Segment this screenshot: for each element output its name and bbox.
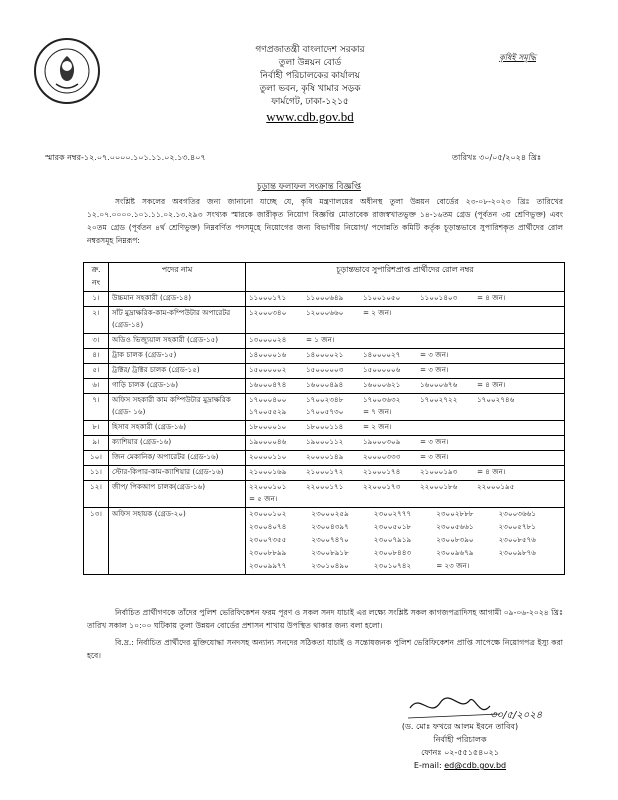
intro-paragraph: সংশ্লিষ্ট সকলের অবগতির জন্য জানানো যাচ্ছে যে, কৃষি মন্ত্রণালয়ের অধীনস্থ তুলা উন্নয়ন বোর্ডের ২৩-০৮-২০২৩ খ্রিঃ তারিখের ১২.০৭.০০০০.১০১.১১.০২.১৩.২৯৩ সংখ্যক স্মারকে জারীকৃত নিয়োগ বিজ্ঞপ্তি মোতাবেক রাজস্বখাতভুক্ত ১৪-১৬তম গ্রেড (পূর্বতন ৩য় শ্রেণিভুক্ত) এবং ২০তম গ্রেড (পূর্বতন ৪র্থ শ্রেণিভুক্ত) নিম্নবর্ণিত পদসমূহে নিয়োগের জন্য বিভাগীয় নিয়োগ/ পদোন্নতি কমিটি কর্তৃক চূড়ান্তভাবে সুপারিশকৃত প্রার্থীদের রোল নম্বরসমূহ নিম্নরূপ: <box>87 197 563 245</box>
roll-number: ২২০০০১৮৬ <box>420 482 458 491</box>
roll-number: ২৩০০৮৩৯০ <box>436 535 474 544</box>
row-total: = ৭ জন। <box>363 407 392 416</box>
row-post-name: জীপ/ পিকআপ চালক(গ্রেড-১৬) <box>109 481 246 508</box>
header-line: গণপ্রজাতন্ত্রী বাংলাদেশ সরকার <box>255 45 365 55</box>
roll-number: ১১০০১০৫০ <box>363 293 401 302</box>
roll-number: ১৯০০০৩০৯ <box>363 437 401 446</box>
table-row <box>84 379 565 394</box>
instruction-paragraph: নির্বাচিত প্রার্থীগণকে তাঁদের পুলিশ ভেরিফিকেশন ফরম পূরণ ও সকল সনদ যাচাই এর লক্ষ্যে সংশ্লিষ্ট সকল কাগজপত্রাদিসহ আগামী ০৯-০৬-২০২৪ খ্রিঃ তারিখ সকাল ১০:০০ ঘটিকায় তুলা উন্নয়ন বোর্ডের প্রশাসন শাখায় উপস্থিত থাকার জন্য বলা হলো। <box>87 608 563 630</box>
letterhead <box>160 44 460 123</box>
roll-number: ২৩০০৮৫৭৬ <box>498 535 536 544</box>
header-line: তুলা ভবন, কৃষি খামার সড়ক <box>259 84 361 94</box>
header-line: তুলা উন্নয়ন বোর্ড <box>278 58 342 68</box>
roll-number: ২৩০০৮৮৯৯ <box>249 548 287 557</box>
roll-number: ১৩০০০০২৪ <box>249 335 287 344</box>
row-rolls <box>246 394 565 421</box>
roll-number: ২৩০০৯৮৭৬ <box>498 548 536 557</box>
table-row <box>84 421 565 436</box>
website-link[interactable]: www.cdb.gov.bd <box>266 109 354 124</box>
table-row <box>84 451 565 466</box>
row-serial: ১১। <box>84 466 109 481</box>
table-row <box>84 349 565 364</box>
roll-number: ১৯০০০১১২ <box>306 437 344 446</box>
roll-number: ২৩০০৫৬৬১ <box>436 522 474 531</box>
row-total: = ৪ জন। <box>477 293 506 302</box>
results-table <box>83 262 565 575</box>
roll-number: ২০০০০৩৩৩ <box>363 452 401 461</box>
row-total: = ১ জন। <box>306 335 335 344</box>
row-post-name: উচ্চমান সহকারী (গ্রেড-১৪) <box>109 292 246 307</box>
roll-number: ১২০০০৬৬০ <box>306 308 344 317</box>
roll-number: ২১০০০১৯৩ <box>420 467 458 476</box>
table-row <box>84 394 565 421</box>
roll-number: ২১০০০১৭২ <box>306 467 344 476</box>
row-rolls <box>246 508 565 575</box>
roll-number: ১৭০০৩৬৩২ <box>363 395 401 404</box>
row-serial: ১৩। <box>84 508 109 575</box>
roll-number: ২০০০০১৪৯ <box>306 452 344 461</box>
row-total: = ২ জন। <box>363 308 392 317</box>
table-row <box>84 334 565 349</box>
row-serial: ২। <box>84 307 109 334</box>
row-post-name: অডিও ভিজ্যুয়াল সহকারী (গ্রেড-১৫) <box>109 334 246 349</box>
signatory-email-line <box>360 759 560 772</box>
row-serial: ৫। <box>84 364 109 379</box>
table-row <box>84 307 565 334</box>
row-rolls <box>246 481 565 508</box>
row-rolls <box>246 451 565 466</box>
memo-number: স্মারক নম্বর-১২.০৭.০০০০.১০১.১১.০২.১৩.৪০৭ <box>45 153 206 162</box>
roll-number: ২২০০০১৯৫ <box>477 482 515 491</box>
row-rolls <box>246 334 565 349</box>
col-header-rolls: চূড়ান্তভাবে সুপারিশপ্রাপ্ত প্রার্থীদের রোল নম্বর <box>246 263 565 292</box>
row-post-name: গাড়ি চালক (গ্রেড-১৬) <box>109 379 246 394</box>
row-serial: ৩। <box>84 334 109 349</box>
row-total: = ৫ জন। <box>249 494 278 503</box>
roll-number: ২৩০০৭৪৭০ <box>311 535 349 544</box>
row-post-name: স্টোর-কিপার-কাম-ক্যাশিয়ার (গ্রেড-১৬) <box>109 466 246 481</box>
row-post-name: অফিস সহকারী কাম কম্পিউটার মুদ্রাক্ষরিক (গ্রেড- ১৬) <box>109 394 246 421</box>
roll-number: ১৭০০২৩৪৮ <box>306 395 344 404</box>
row-post-name: ক্যাশিয়ার (গ্রেড-১৬) <box>109 436 246 451</box>
roll-number: ২৩০০৭৩৫৫ <box>249 535 287 544</box>
row-serial: ১০। <box>84 451 109 466</box>
signatory-phone: ফোনঃ ০২-৫৫১৫৪০২১ <box>421 748 499 757</box>
roll-number: ২৩০০৮৯১৮ <box>311 548 349 557</box>
roll-number: ২২০০০১৭৩ <box>363 482 401 491</box>
row-serial: ৭। <box>84 394 109 421</box>
signatory-block <box>360 720 560 772</box>
roll-number: ২৩০০৯৯৭৭ <box>249 561 287 570</box>
roll-number: ২৩০০৭৯১৯ <box>373 535 412 544</box>
table-row <box>84 466 565 481</box>
row-rolls <box>246 436 565 451</box>
roll-number: ১৫০০০০০৬ <box>363 365 401 374</box>
roll-number: ১৮০০০১১৪ <box>306 422 344 431</box>
table-row <box>84 436 565 451</box>
roll-number: ২১০০০১৬৯ <box>249 467 287 476</box>
roll-number: ১৪০০০০১৬ <box>249 350 287 359</box>
signature-date: ৩০/৫/২০২৪ <box>490 710 543 721</box>
roll-number: ২২০০০১০১ <box>249 482 287 491</box>
row-rolls <box>246 421 565 436</box>
roll-number: ২৩০০০১০২ <box>249 509 287 518</box>
row-serial: ১। <box>84 292 109 307</box>
header-line: নির্বাহী পরিচালকের কার্যালয় <box>260 71 360 81</box>
roll-number: ১৬০০০৬২১ <box>363 380 401 389</box>
row-total: = ৩ জন। <box>420 437 449 446</box>
row-total: = ৩ জন। <box>420 365 449 374</box>
row-rolls <box>246 307 565 334</box>
row-serial: ৪। <box>84 349 109 364</box>
roll-number: ২৩০০৯৬৭৯ <box>436 548 474 557</box>
row-total: = ৪ জন। <box>477 467 506 476</box>
row-rolls <box>246 364 565 379</box>
row-serial: ১২। <box>84 481 109 508</box>
email-link[interactable]: ed@cdb.gov.bd <box>444 761 507 770</box>
table-row <box>84 364 565 379</box>
row-post-name: জিন মেকানিক/ অপারেটর (গ্রেড-১৬) <box>109 451 246 466</box>
table-row <box>84 481 565 508</box>
roll-number: ২৩০০২৮৮৮ <box>436 509 474 518</box>
row-serial: ৮। <box>84 421 109 436</box>
slogan-tag: কৃষিই সমৃদ্ধি <box>499 53 536 62</box>
roll-number: ১৭০০৫৫২৯ <box>249 407 287 416</box>
table-row <box>84 292 565 307</box>
roll-number: ২৩০০৫০১৮ <box>373 522 412 531</box>
issue-date: তারিখঃ ৩০/০৫/২০২৪ খ্রিঃ <box>452 153 542 162</box>
roll-number: ২৩০০৪৩৯৭ <box>311 522 349 531</box>
roll-number: ২৩০০৩৬৬১ <box>498 509 536 518</box>
cdb-logo <box>32 36 102 106</box>
roll-number: ১৭০০৫৭৩০ <box>306 407 344 416</box>
row-post-name: ট্রাক চালক (গ্রেড-১৫) <box>109 349 246 364</box>
row-serial: ৯। <box>84 436 109 451</box>
row-rolls <box>246 466 565 481</box>
col-header-post: পদের নাম <box>109 263 246 292</box>
row-total: = ২ জন। <box>363 422 392 431</box>
table-row <box>84 508 565 575</box>
roll-number: ১৫০০০০০২ <box>249 365 287 374</box>
roll-number: ১৪০০০০২১ <box>306 350 344 359</box>
row-rolls <box>246 349 565 364</box>
roll-number: ১৭০০২৭৪৬ <box>477 395 515 404</box>
note-paragraph: বি.দ্র.: নির্বাচিত প্রার্থীদের মুক্তিযোদ্ধা সনদসহ অন্যান্য সনদের সঠিকতা যাচাই ও সন্তোষজনক পুলিশ ভেরিফিকেশন প্রাপ্তি সাপেক্ষে নিয়োগপত্র ইস্যু করা হবে। <box>87 638 563 660</box>
roll-number: ১১০০১৪০৩ <box>420 293 458 302</box>
roll-number: ১৪০০০০২৭ <box>363 350 401 359</box>
roll-number: ১৮০০০০১০ <box>249 422 287 431</box>
row-post-name: সাঁট মুদ্রাক্ষরিক-কাম-কম্পিউটার অপারেটর (গ্রেড-১৪) <box>109 307 246 334</box>
roll-number: ২৩০০০২৫৯ <box>311 509 349 518</box>
roll-number: ২৩০১০৪৯০ <box>311 561 349 570</box>
roll-number: ২৩০১০৭৪২ <box>373 561 412 570</box>
roll-number: ২৩০০২৭৭৭ <box>373 509 412 518</box>
signatory-name: (ড. মোঃ ফখরে আলম ইবনে তাবিব) <box>401 722 519 731</box>
signatory-designation: নির্বাহী পরিচালক <box>433 735 487 744</box>
roll-number: ১৭০০০৪০০ <box>249 395 287 404</box>
row-total: = ৩ জন। <box>420 452 449 461</box>
roll-number: ১৫০০০০০৩ <box>306 365 344 374</box>
roll-number: ১২০০০৩৪০ <box>249 308 287 317</box>
roll-number: ২৩০০৮৪৪৩ <box>373 548 412 557</box>
roll-number: ১৭০০২৭২২ <box>420 395 458 404</box>
row-total: = ৪ জন। <box>477 380 506 389</box>
row-total: = ৩ জন। <box>420 350 449 359</box>
roll-number: ১৬০০০৪৭৪ <box>249 380 287 389</box>
row-serial: ৬। <box>84 379 109 394</box>
header-line: ফার্মগেট, ঢাকা-১২১৫ <box>271 97 349 107</box>
roll-number: ১১০০০১৭১ <box>249 293 287 302</box>
row-rolls <box>246 379 565 394</box>
roll-number: ২০০০০১১০ <box>249 452 287 461</box>
row-rolls <box>246 292 565 307</box>
roll-number: ১৬০০০৬৭৬ <box>420 380 458 389</box>
notice-subject: চূড়ান্ত ফলাফল সংক্রান্ত বিজ্ঞপ্তি <box>256 182 362 192</box>
row-post-name: অফিস সহায়ক (গ্রেড-২০) <box>109 508 246 575</box>
roll-number: ১৬০০০৪৯৪ <box>306 380 344 389</box>
roll-number: ২৩০০৫৭৮১ <box>498 522 536 531</box>
roll-number: ২১০০০১৭৪ <box>363 467 401 476</box>
col-header-sl: ক্র. নং <box>84 263 109 292</box>
roll-number: ২২০০০১৭১ <box>306 482 344 491</box>
row-total: = ২৩ জন। <box>436 561 470 570</box>
roll-number: ২৩০০৪০৭৪ <box>249 522 287 531</box>
row-post-name: হিসাব সহকারী (গ্রেড-১৬) <box>109 421 246 436</box>
roll-number: ১১০০০৬৪৯ <box>306 293 344 302</box>
row-post-name: ট্রাক্টর/ ট্রাক্টর চালক (গ্রেড-১৫) <box>109 364 246 379</box>
email-label: E-mail: <box>413 761 442 770</box>
roll-number: ১৯০০০০৪৬ <box>249 437 287 446</box>
